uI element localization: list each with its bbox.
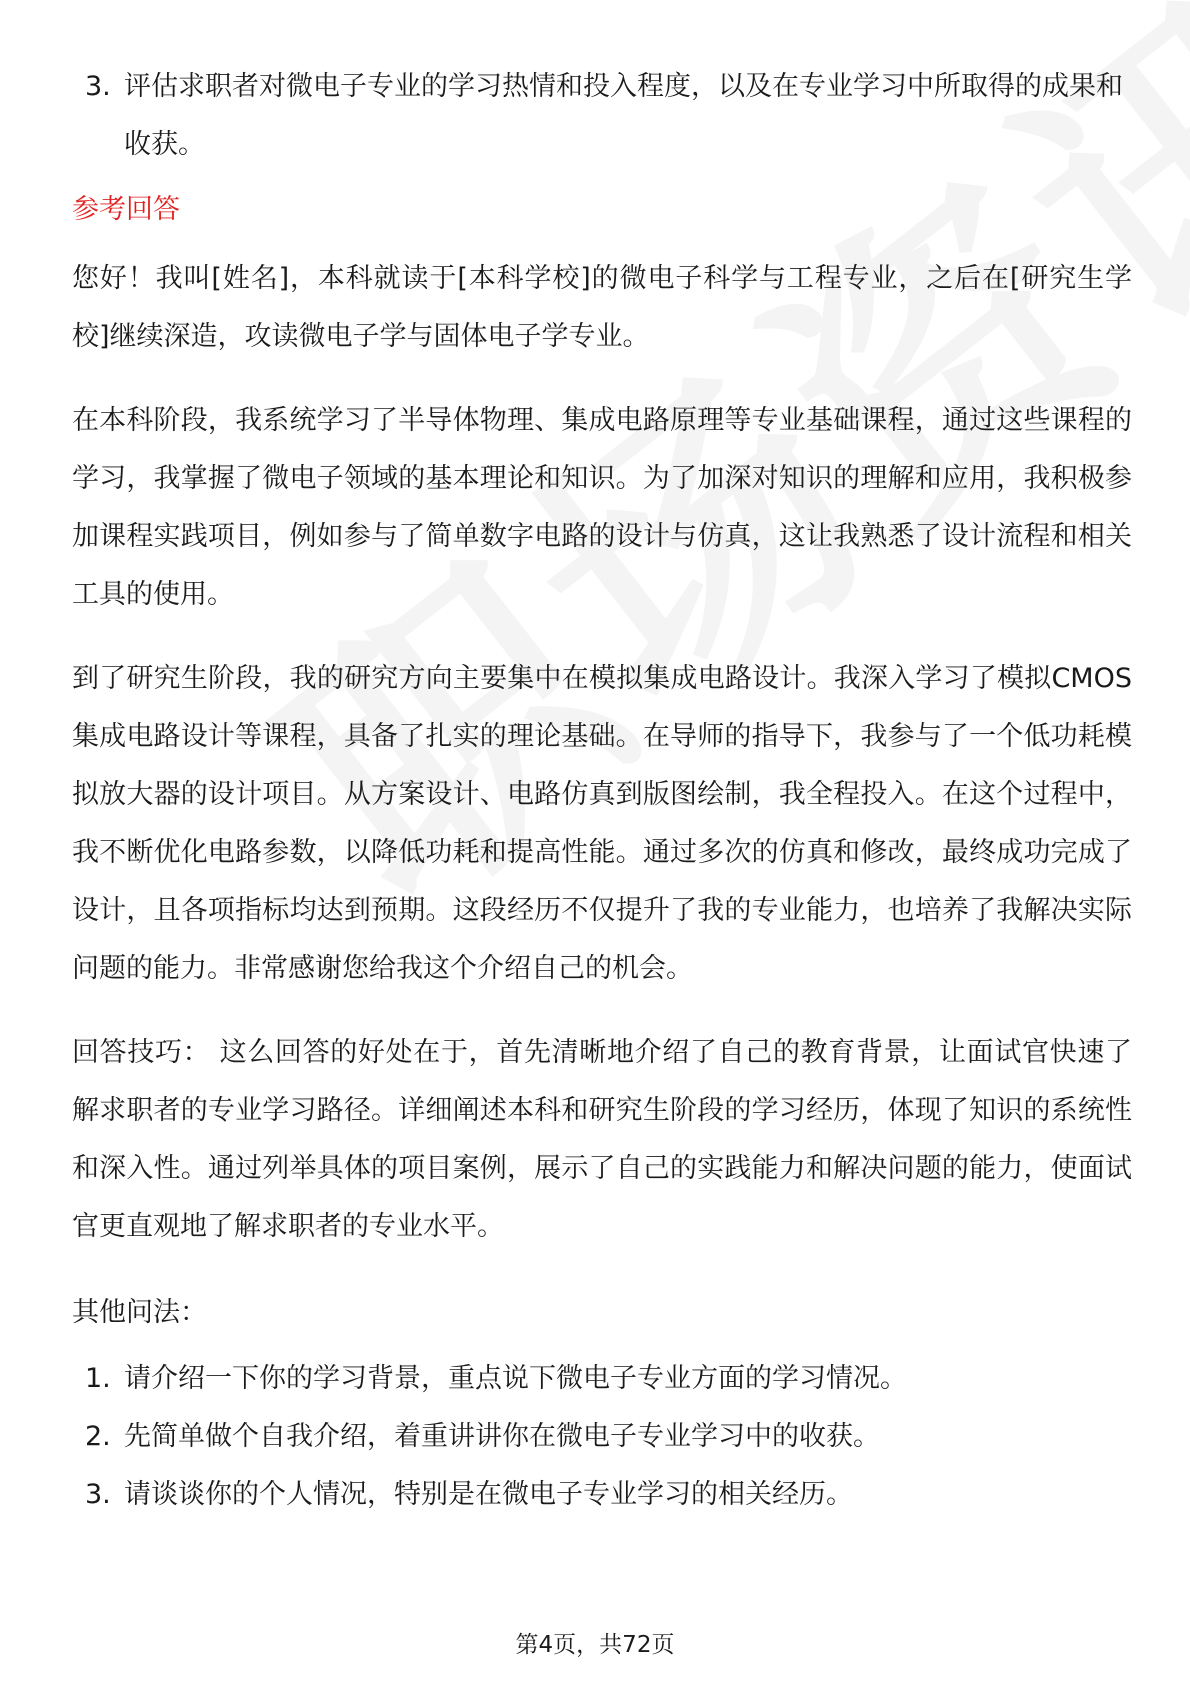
top-numbered-list bbox=[72, 58, 1132, 174]
list-item bbox=[72, 1466, 1132, 1524]
answer-heading: 参考回答 bbox=[72, 194, 180, 225]
answer-paragraph-undergrad: 在本科阶段，我系统学习了半导体物理、集成电路原理等专业基础课程，通过这些课程的学习，我掌握了微电子领域的基本理论和知识。为了加深对知识的理解和应用，我积极参加课程实践项目，例如参与了简单数字电路的设计与仿真，这让我熟悉了设计流程和相关工具的使用。 bbox=[72, 405, 1132, 610]
other-questions-heading: 其他问法： bbox=[72, 1297, 207, 1328]
list-item-text: 评估求职者对微电子专业的学习热情和投入程度，以及在专业学习中所取得的成果和收获。 bbox=[124, 71, 1123, 160]
list-item bbox=[72, 1350, 1132, 1408]
list-item-text: 先简单做个自我介绍，着重讲讲你在微电子专业学习中的收获。 bbox=[124, 1421, 880, 1452]
answer-paragraph-intro: 您好！我叫[姓名]，本科就读于[本科学校]的微电子科学与工程专业，之后在[研究生学校]继续深造，攻读微电子学与固体电子学专业。 bbox=[72, 263, 1132, 352]
answer-tips-paragraph: 回答技巧： 这么回答的好处在于，首先清晰地介绍了自己的教育背景，让面试官快速了解求职者的专业学习路径。详细阐述本科和研究生阶段的学习经历，体现了知识的系统性和深入性。通过列举具体的项目案例，展示了自己的实践能力和解决问题的能力，使面试官更直观地了解求职者的专业水平。 bbox=[72, 1037, 1132, 1242]
list-item bbox=[72, 1408, 1132, 1466]
page-footer: 第4页，共72页 bbox=[515, 1632, 675, 1658]
answer-paragraph-graduate: 到了研究生阶段，我的研究方向主要集中在模拟集成电路设计。我深入学习了模拟CMOS集成电路设计等课程，具备了扎实的理论基础。在导师的指导下，我参与了一个低功耗模拟放大器的设计项目。从方案设计、电路仿真到版图绘制，我全程投入。在这个过程中，我不断优化电路参数，以降低功耗和提高性能。通过多次的仿真和修改，最终成功完成了设计，且各项指标均达到预期。这段经历不仅提升了我的专业能力，也培养了我解决实际问题的能力。非常感谢您给我这个介绍自己的机会。 bbox=[72, 663, 1132, 984]
list-item-number: 1. bbox=[85, 1363, 111, 1394]
other-questions-list bbox=[72, 1350, 1132, 1524]
list-item-number: 2. bbox=[85, 1421, 111, 1452]
list-item-number: 3. bbox=[85, 71, 111, 102]
document-body bbox=[72, 58, 1132, 1524]
list-item-text: 请谈谈你的个人情况，特别是在微电子专业学习的相关经历。 bbox=[124, 1479, 853, 1510]
list-item bbox=[72, 58, 1132, 174]
list-item-text: 请介绍一下你的学习背景，重点说下微电子专业方面的学习情况。 bbox=[124, 1363, 907, 1394]
list-item-number: 3. bbox=[85, 1479, 111, 1510]
